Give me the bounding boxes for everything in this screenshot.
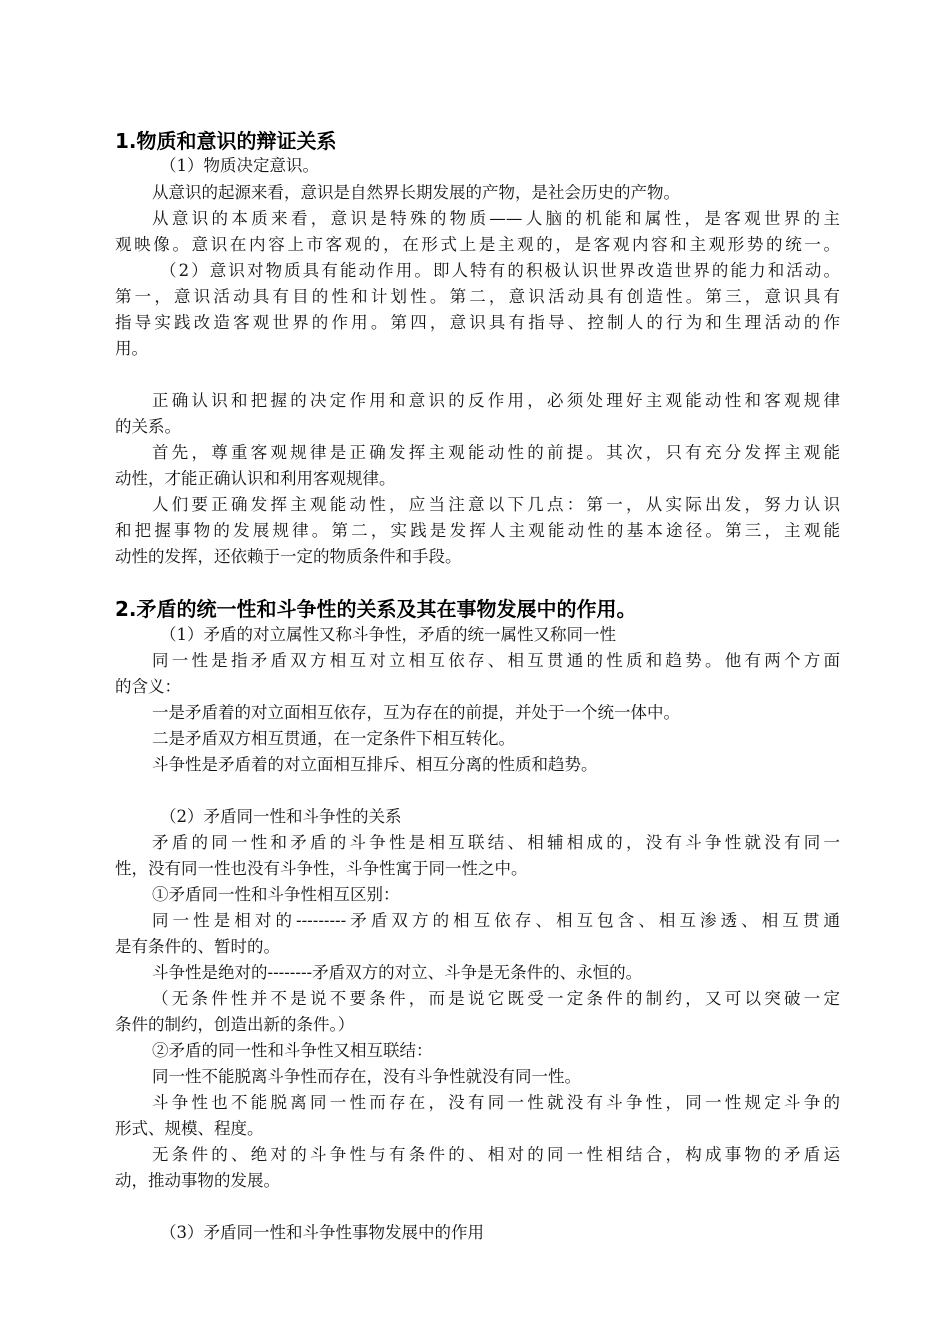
paragraph-line: 条件的制约，创造出新的条件。）: [115, 1015, 355, 1034]
section-2-title: 2.矛盾的统一性和斗争性的关系及其在事物发展中的作用。: [115, 597, 637, 621]
paragraph-line: 动性的发挥，还依赖于一定的物质条件和手段。: [115, 547, 462, 566]
paragraph-line: （2）意识对物质具有能动作用。即人特有的积极认识世界改造世界的能力和活动。: [160, 261, 840, 280]
paragraph-line: （无条件性并不是说不要条件，而是说它既受一定条件的制约，又可以突破一定: [152, 989, 840, 1008]
paragraph-line: 性，没有同一性也没有斗争性，斗争性寓于同一性之中。: [115, 859, 528, 878]
paragraph-line: 和把握事物的发展规律。第二，实践是发挥人主观能动性的基本途径。第三，主观能: [115, 521, 840, 540]
paragraph-line: 斗争性是矛盾着的对立面相互排斥、相互分离的性质和趋势。: [152, 755, 598, 774]
paragraph-line: ②矛盾的同一性和斗争性又相互联结：: [152, 1041, 433, 1060]
paragraph-line: 一是矛盾着的对立面相互依存，互为存在的前提，并处于一个统一体中。: [152, 703, 680, 722]
paragraph-line: 斗争性也不能脱离同一性而存在，没有同一性就没有斗争性，同一性规定斗争的: [152, 1093, 840, 1112]
paragraph-line: 正确认识和把握的决定作用和意识的反作用，必须处理好主观能动性和客观规律: [152, 391, 840, 410]
paragraph-line: 形式、规模、程度。: [115, 1119, 264, 1138]
paragraph-line: 是有条件的、暂时的。: [115, 937, 280, 956]
paragraph-line: 人们要正确发挥主观能动性，应当注意以下几点：第一，从实际出发，努力认识: [152, 495, 840, 514]
paragraph-line: 同一性是指矛盾双方相互对立相互依存、相互贯通的性质和趋势。他有两个方面: [152, 651, 840, 670]
paragraph-line: 指导实践改造客观世界的作用。第四，意识具有指导、控制人的行为和生理活动的作: [115, 313, 840, 332]
paragraph-line: 斗争性是绝对的--------矛盾双方的对立、斗争是无条件的、永恒的。: [152, 963, 643, 982]
paragraph-line: 从意识的起源来看，意识是自然界长期发展的产物，是社会历史的产物。: [152, 183, 680, 202]
paragraph-line: 的含义：: [115, 677, 181, 696]
paragraph-line: 从意识的本质来看，意识是特殊的物质——人脑的机能和属性，是客观世界的主: [152, 209, 840, 228]
paragraph-line: 同一性是相对的---------矛盾双方的相互依存、相互包含、相互渗透、相互贯通: [152, 911, 840, 930]
paragraph-line: 的关系。: [115, 417, 181, 436]
paragraph-line: （1）物质决定意识。: [160, 156, 319, 175]
paragraph-line: 动，推动事物的发展。: [115, 1171, 280, 1190]
paragraph-line: （2）矛盾同一性和斗争性的关系: [160, 807, 402, 826]
paragraph-line: 首先，尊重客观规律是正确发挥主观能动性的前提。其次，只有充分发挥主观能: [152, 443, 840, 462]
paragraph-line: ①矛盾同一性和斗争性相互区别：: [152, 885, 400, 904]
paragraph-line: 矛盾的同一性和矛盾的斗争性是相互联结、相辅相成的，没有斗争性就没有同一: [152, 833, 840, 852]
paragraph-line: （3）矛盾同一性和斗争性事物发展中的作用: [160, 1223, 484, 1242]
paragraph-line: 二是矛盾双方相互贯通，在一定条件下相互转化。: [152, 729, 515, 748]
paragraph-line: 观映像。意识在内容上市客观的，在形式上是主观的，是客观内容和主观形势的统一。: [115, 235, 840, 254]
paragraph-line: 用。: [115, 339, 148, 358]
paragraph-line: （1）矛盾的对立属性又称斗争性，矛盾的统一属性又称同一性: [160, 625, 616, 644]
section-1-title: 1.物质和意识的辩证关系: [115, 129, 337, 153]
paragraph-line: 无条件的、绝对的斗争性与有条件的、相对的同一性相结合，构成事物的矛盾运: [152, 1145, 840, 1164]
paragraph-line: 同一性不能脱离斗争性而存在，没有斗争性就没有同一性。: [152, 1067, 581, 1086]
paragraph-line: 动性，才能正确认识和利用客观规律。: [115, 469, 396, 488]
paragraph-line: 第一，意识活动具有目的性和计划性。第二，意识活动具有创造性。第三，意识具有: [115, 287, 840, 306]
